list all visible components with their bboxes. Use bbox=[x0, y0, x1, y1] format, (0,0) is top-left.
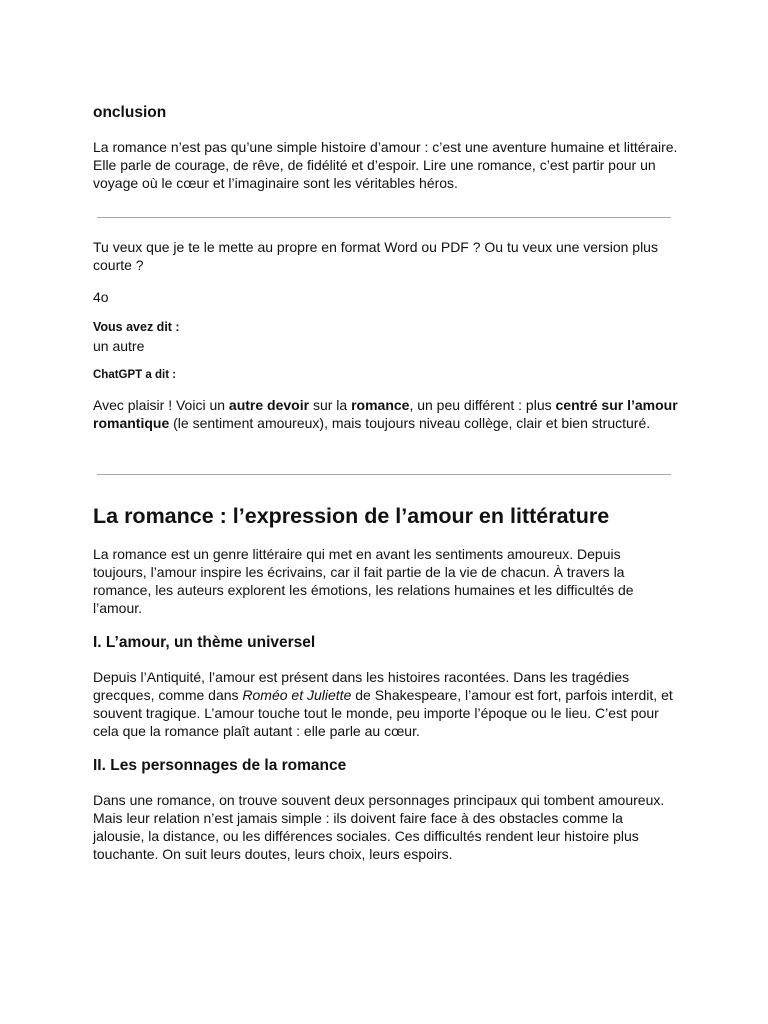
reply-bold-text: centré sur l’amour romantique bbox=[93, 397, 678, 431]
work-title: Roméo et Juliette bbox=[242, 687, 352, 703]
section-1-text: de Shakespeare, l’amour est fort, parfois interdit, et souvent tragique. L’amour touche tout le monde, peu importe l’époque ou le lieu. C’est pour cela que la romance plaît autant : elle parle au cœur. bbox=[93, 687, 673, 739]
conclusion-heading: onclusion bbox=[93, 104, 167, 121]
assistant-reply bbox=[93, 396, 678, 432]
user-message: un autre bbox=[93, 338, 145, 354]
reply-text: Avec plaisir ! Voici un bbox=[93, 397, 229, 413]
section-1-heading: I. L’amour, un thème universel bbox=[93, 634, 316, 651]
conclusion-paragraph: La romance n’est pas qu’une simple histoire d’amour : c’est une aventure humaine et littéraire. Elle parle de courage, de rêve, de fidélité et d’espoir. Lire une romance, c’est partir pour un voyage où le cœur et l’imaginaire sont les véritables héros. bbox=[93, 139, 678, 191]
reply-bold-text: romance bbox=[351, 397, 410, 413]
reply-text: , un peu différent : plus bbox=[409, 397, 556, 413]
essay-intro: La romance est un genre littéraire qui met en avant les sentiments amoureux. Depuis toujours, l’amour inspire les écrivains, car il fait partie de la vie de chacun. À travers la romance, les auteurs explorent les émotions, les relations humaines et les difficultés de l’amour. bbox=[93, 546, 634, 616]
reply-bold-text: autre devoir bbox=[228, 397, 310, 413]
section-1-paragraph bbox=[93, 668, 678, 740]
divider bbox=[97, 474, 671, 475]
section-2-heading: II. Les personnages de la romance bbox=[93, 757, 347, 774]
section-2-paragraph: Dans une romance, on trouve souvent deux personnages principaux qui tombent amoureux. Mais leur relation n’est jamais simple : ils doivent faire face à des obstacles comme la jalousie, la distance, ou les différences sociales. Ces difficultés rendent leur histoire plus touchante. On suit leurs doutes, leurs choix, leurs espoirs. bbox=[93, 792, 665, 862]
reply-text: sur la bbox=[309, 397, 352, 413]
user-label: Vous avez dit : bbox=[93, 320, 180, 334]
assistant-label: ChatGPT a dit : bbox=[93, 369, 177, 381]
offer-message: Tu veux que je te le mette au propre en format Word ou PDF ? Ou tu veux une version plus courte ? bbox=[93, 239, 658, 273]
section-1-text: Depuis l’Antiquité, l’amour est présent dans les histoires racontées. Dans les tragédies grecques, comme dans bbox=[93, 669, 630, 703]
reply-text: (le sentiment amoureux), mais toujours niveau collège, clair et bien structuré. bbox=[169, 415, 651, 431]
model-indicator: 4o bbox=[93, 289, 109, 305]
essay-title: La romance : l’expression de l’amour en littérature bbox=[93, 504, 610, 528]
divider bbox=[97, 217, 671, 218]
